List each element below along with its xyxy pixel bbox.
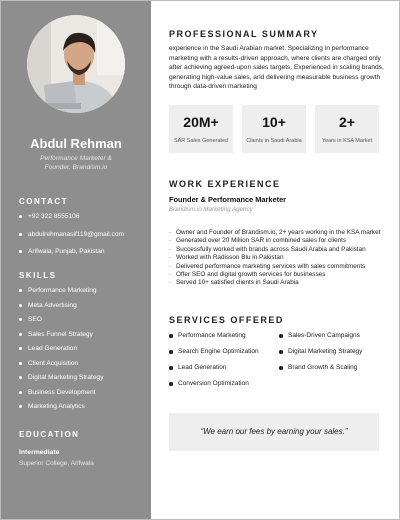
bullet-dot [19, 405, 22, 408]
job-title: Founder & Performance Marketer [169, 195, 287, 204]
contact-location: Arifwala, Punjab, Pakistan [19, 248, 124, 259]
service-item: Digital Marketing Strategy [279, 348, 362, 355]
skill-item: Marketing Analytics [19, 403, 104, 418]
profile-photo [27, 15, 125, 113]
service-item: Search Engine Optimization [169, 348, 259, 355]
profile-role [21, 154, 131, 172]
bullet-dot [279, 350, 283, 354]
job-company: Brandism.io Marketing Agency [169, 206, 253, 213]
bullet-dot [279, 334, 283, 338]
skill-item: Sales Funnel Strategy [19, 331, 104, 346]
skill-item: Performance Marketing [19, 287, 104, 302]
stat-label: SAR Sales Generated [173, 138, 229, 144]
skill-item: Digital Marketing Strategy [19, 374, 104, 389]
summary-heading: PROFESSIONAL SUMMARY [169, 29, 319, 39]
job-bullet: - Served 10+ satisfied clients in Saudi Arabia [169, 279, 299, 287]
profile-name: Abdul Rehman [30, 136, 122, 151]
bullet-dot [19, 333, 22, 336]
job-bullet: - Worked with Radisson Blu in Pakistan [169, 254, 284, 262]
service-item: Sales-Driven Campaigns [279, 332, 360, 339]
service-item: Conversion Optimization [169, 380, 249, 387]
skill-item: Lead Generation [19, 345, 104, 360]
job-bullet: - Successfully worked with brands across Saudi Arabia and Pakistan [169, 245, 366, 253]
education-school: Superior College, Arifwala [19, 460, 94, 467]
services-heading: SERVICES OFFERED [169, 315, 284, 325]
skill-item: SEO [19, 316, 104, 331]
skills-heading: SKILLS [19, 271, 57, 280]
job-bullets [169, 229, 394, 288]
role-line-1: Performance Marketer & [40, 155, 112, 162]
skill-item: Meta Advertising [19, 302, 104, 317]
service-item: Lead Generation [169, 364, 226, 371]
main-content [151, 1, 400, 520]
bullet-dot [279, 366, 283, 370]
job-bullet: - Offer SEO and digital growth services for businesses [169, 271, 326, 279]
job-bullet: - Delivered performance marketing services with sales commitments [169, 262, 366, 270]
bullet-dot [169, 382, 173, 386]
bullet-dot [169, 366, 173, 370]
stat-label: Years in KSA Market [321, 138, 373, 144]
skills-list [19, 287, 104, 418]
stat-value: 20M+ [183, 114, 219, 130]
role-line-2: Founder, Brandism.io [44, 164, 108, 171]
bullet-dot [19, 250, 22, 253]
service-item: Brand Growth & Scaling [279, 364, 357, 371]
bullet-dot [169, 350, 173, 354]
stat-card-clients [242, 105, 306, 153]
education-heading: EDUCATION [19, 430, 80, 439]
stat-card-years [315, 105, 379, 153]
bullet-dot [19, 233, 22, 236]
quote-text: “We earn our fees by earning your sales.” [200, 427, 348, 436]
education-degree: Intermediate [19, 449, 60, 456]
job-bullet: - Generated over 20 Million SAR in combined sales for clients [169, 237, 347, 245]
bullet-dot [19, 289, 22, 292]
stat-value: 2+ [339, 114, 355, 130]
skill-item: Client Acquisition [19, 360, 104, 375]
stat-label: Clients in Saudi Arabia [246, 138, 302, 144]
summary-text: experience in the Saudi Arabian market. Specializing in performance marketing with a results-driven approach, where clients are charged only after achieving agreed-upon sales targets. Experienced in scaling brands, generating high-value sales, and delivering measurable business growth through data-driven marketing [169, 45, 384, 91]
contact-email[interactable]: abdulrehmanasif119@gmail.com [19, 231, 124, 242]
service-item: Performance Marketing [169, 332, 246, 339]
experience-heading: WORK EXPERIENCE [169, 179, 281, 189]
sidebar [1, 1, 151, 520]
stat-card-sales [169, 105, 233, 153]
job-bullet: - Owner and Founder of Brandism.io, 2+ years working in the KSA market [169, 229, 381, 236]
bullet-dot [19, 347, 22, 350]
bullet-dot [19, 362, 22, 365]
bullet-dot [19, 391, 22, 394]
bullet-dot [19, 376, 22, 379]
contact-heading: CONTACT [19, 197, 69, 206]
contact-list [19, 213, 124, 265]
bullet-dot [19, 215, 22, 218]
bullet-dot [19, 304, 22, 307]
quote-box [169, 413, 379, 451]
skill-item: Business Development [19, 389, 104, 404]
bullet-dot [169, 334, 173, 338]
stat-value: 10+ [262, 114, 286, 130]
contact-phone[interactable]: +92 322 8555106 [19, 213, 124, 225]
bullet-dot [19, 318, 22, 321]
